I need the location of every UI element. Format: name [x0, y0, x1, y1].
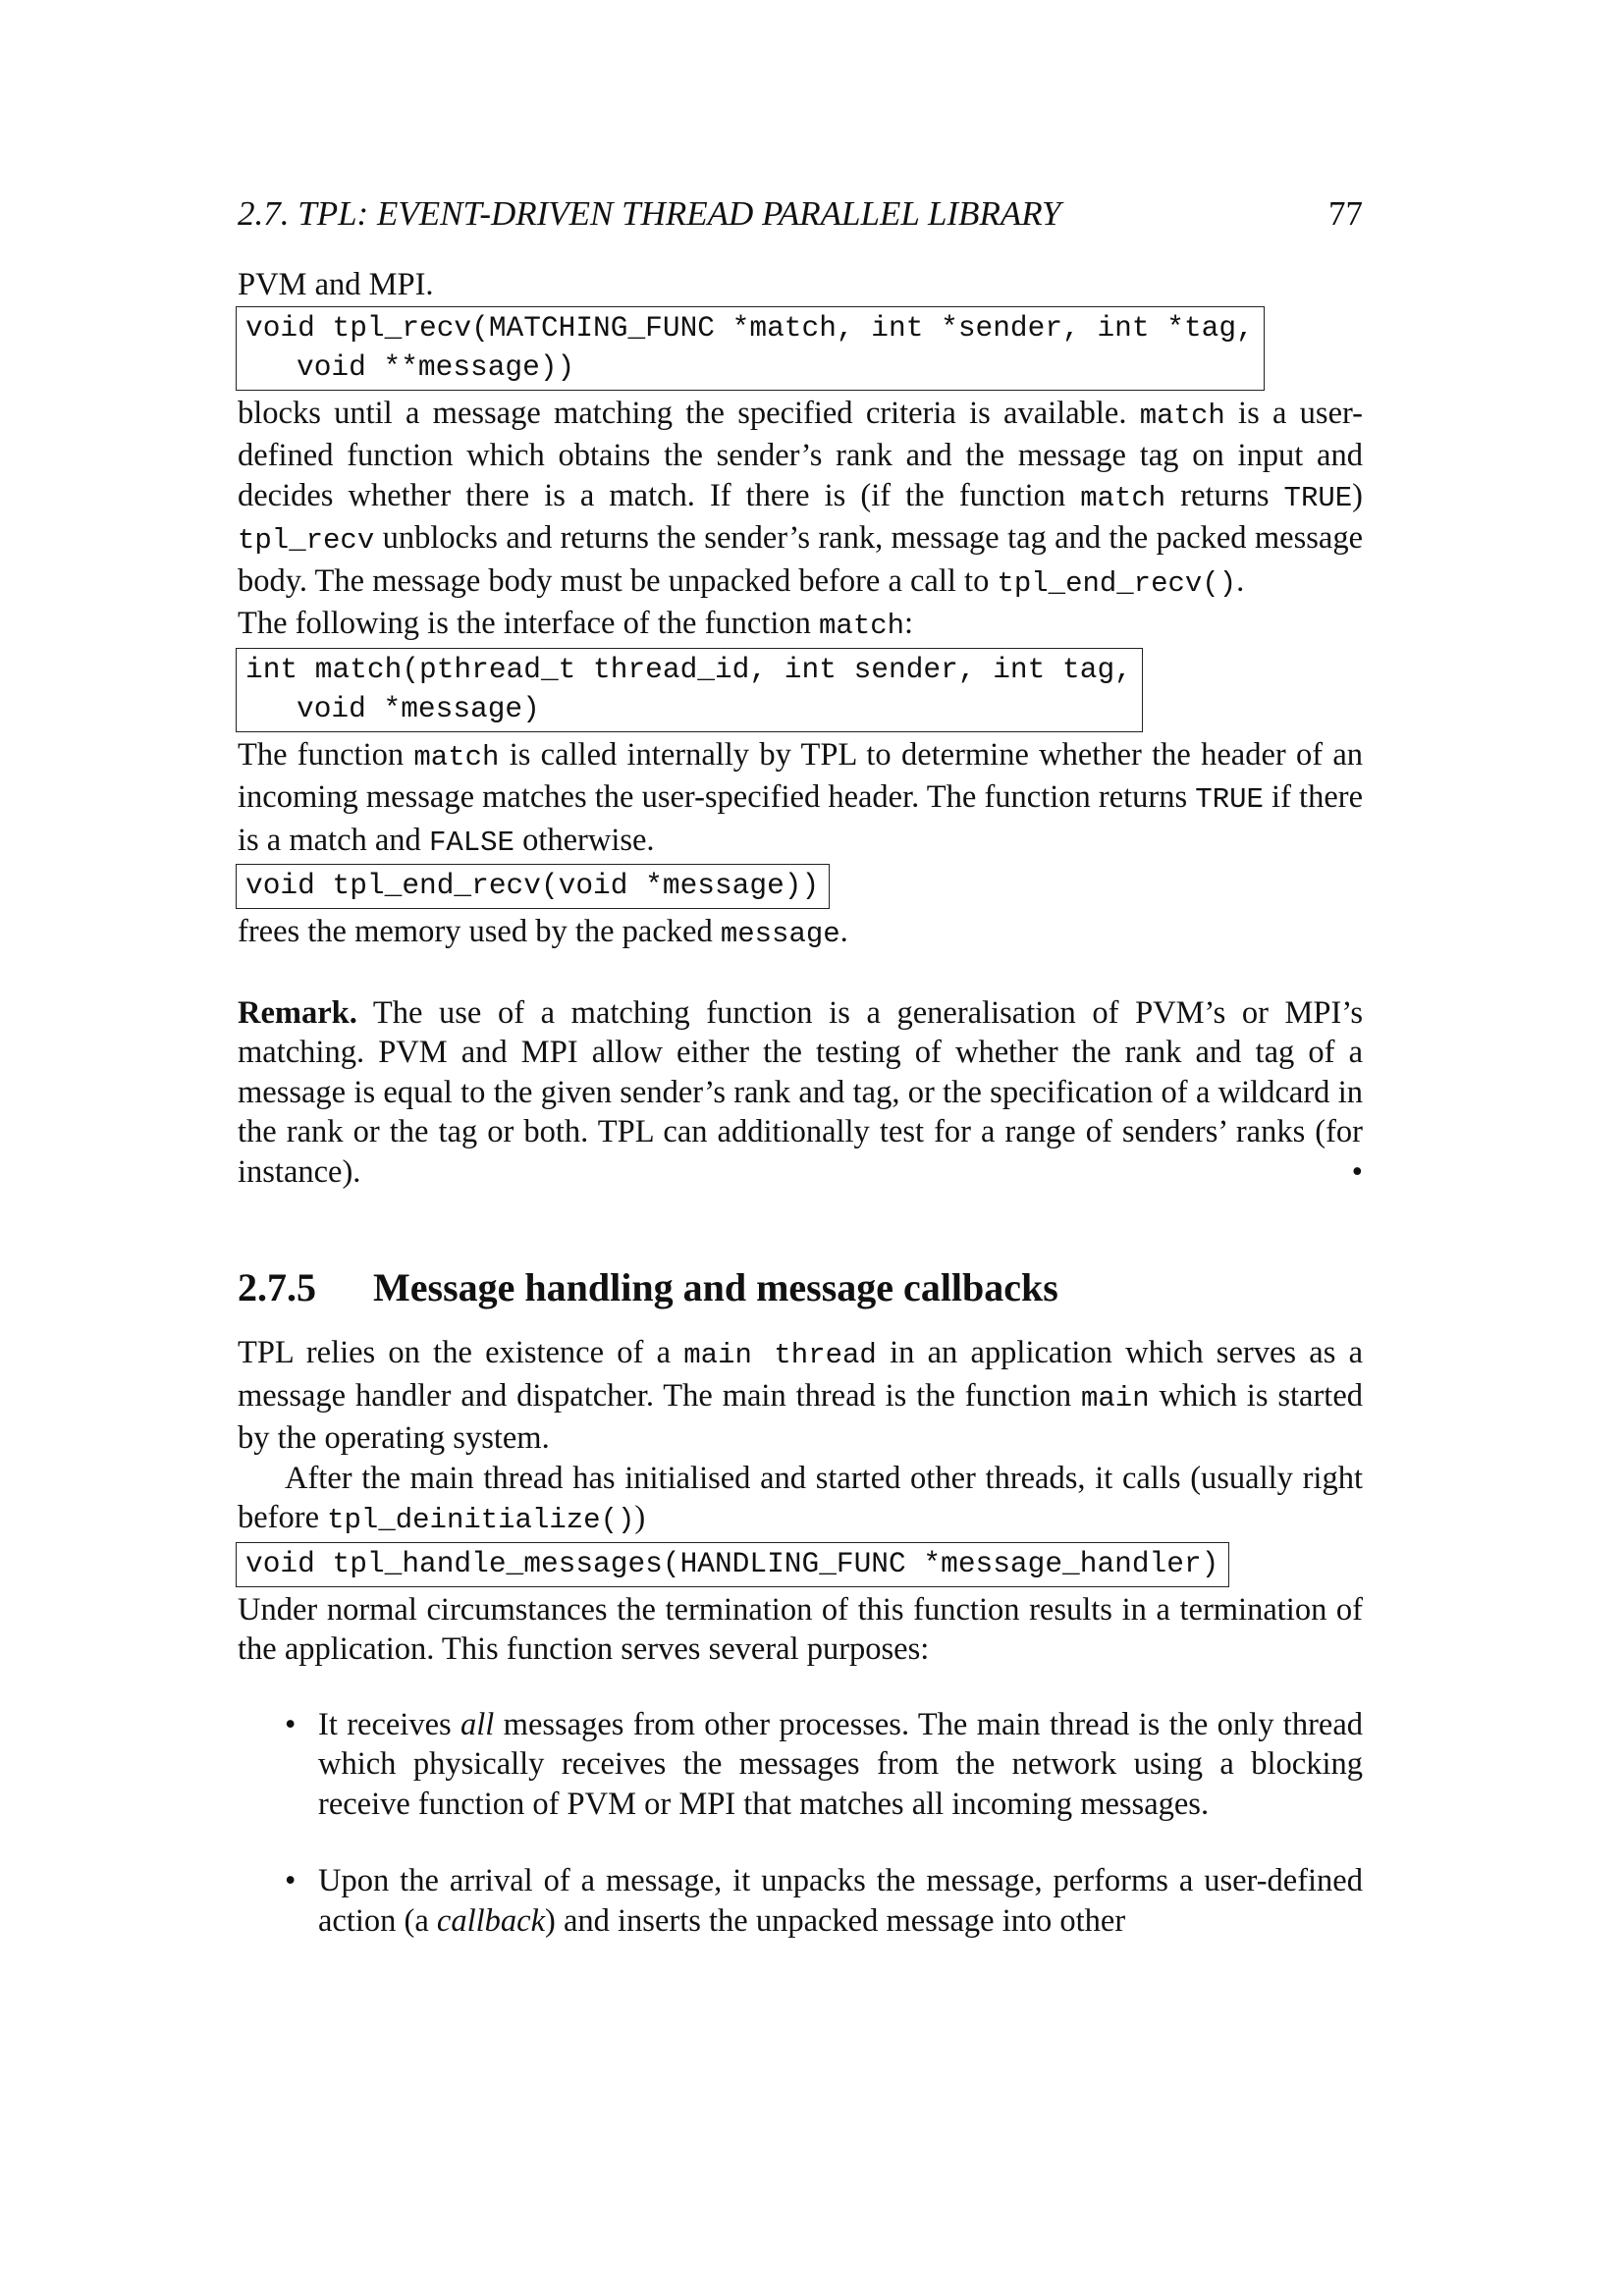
text-block	[238, 192, 1363, 1978]
signature-box-tpl-recv	[236, 306, 1265, 391]
text-run: TPL relies on the existence of a	[238, 1335, 684, 1370]
signature-box-tpl-end-recv	[236, 864, 830, 909]
emphasis-text: all	[460, 1706, 495, 1742]
list-item	[238, 1861, 1363, 1941]
bullet-marker: •	[285, 1863, 297, 1898]
text-run: The function	[238, 736, 414, 773]
text-run: is called internally by TPL to determine whether the header of an incoming message matches the user-specified header. The function returns	[238, 736, 1363, 815]
inline-code: tpl_end_recv()	[997, 566, 1237, 600]
text-run: It receives	[318, 1706, 460, 1742]
text-run: Upon the arrival of a message, it unpacks the message, performs a user-defined action (a	[318, 1863, 1363, 1939]
list-item	[238, 1705, 1363, 1825]
purposes-list	[238, 1705, 1363, 1942]
match-description	[238, 735, 1363, 864]
text-run: .	[1236, 562, 1245, 599]
inline-code: TRUE	[1195, 783, 1264, 816]
remark-label: Remark.	[238, 994, 357, 1031]
inline-code: match	[1080, 481, 1166, 514]
signature-line: void tpl_recv(MATCHING_FUNC *match, int *sender, int *tag,	[245, 310, 1254, 345]
signature-line: void *message)	[297, 691, 540, 725]
section-paragraph-1	[238, 1333, 1363, 1459]
text-run: if there is a match and	[238, 779, 1363, 858]
text-run: The following is the interface of the function	[238, 606, 820, 641]
signature-line: void **message))	[297, 349, 575, 384]
spacer	[238, 955, 1363, 993]
inline-code: message	[720, 918, 840, 950]
section-number: 2.7.5	[238, 1265, 316, 1309]
page-number: 77	[1328, 194, 1363, 233]
inline-code: match	[819, 610, 905, 642]
intro-line: PVM and MPI.	[238, 267, 434, 302]
handle-messages-description: Under normal circumstances the termination of this function results in a termination of the application. This function serves several purposes:	[238, 1591, 1363, 1667]
running-header	[238, 192, 1363, 236]
remark-end-mark: •	[1351, 1153, 1363, 1190]
text-run: otherwise.	[514, 822, 655, 858]
end-recv-description	[238, 912, 1363, 955]
text-run: blocks until a message matching the specified criteria is available.	[238, 395, 1140, 431]
signature-line: void tpl_end_recv(void *message))	[245, 869, 820, 902]
emphasis-text: callback	[436, 1902, 546, 1939]
section-paragraph-2	[238, 1459, 1363, 1541]
signature-line: void tpl_handle_messages(HANDLING_FUNC *message_handler)	[245, 1546, 1219, 1580]
remark-text: The use of a matching function is a generalisation of PVM’s or MPI’s matching. PVM and MPI allow either the testing of whether the rank and tag of a message is equal to the given sender’s rank and tag, or the specification of a wildcard in the rank or the tag or both. TPL can additionally test for a range of senders’ ranks (for instance).	[238, 994, 1363, 1190]
text-run: )	[634, 1500, 646, 1535]
running-header-title: 2.7. TPL: EVENT-DRIVEN THREAD PARALLEL LIBRARY	[238, 194, 1061, 233]
inline-code: match	[1139, 399, 1225, 432]
remark-paragraph	[238, 993, 1363, 1193]
inline-code: TRUE	[1283, 481, 1353, 514]
text-run: :	[904, 606, 914, 641]
text-run: is a user-defined function which obtains the sender’s rank and the message tag on input and decides whether there is a match. If there is (if the function	[238, 395, 1364, 513]
tpl-recv-description	[238, 394, 1363, 605]
text-run: After the main thread has initialised and started other threads, it calls (usually right before	[238, 1460, 1363, 1535]
bullet-marker: •	[285, 1706, 297, 1742]
inline-code: tpl_deinitialize()	[327, 1504, 635, 1536]
text-run: )	[1352, 477, 1363, 513]
section-heading	[238, 1264, 1363, 1311]
inline-code: tpl_recv	[238, 524, 375, 557]
text-run: returns	[1165, 477, 1284, 513]
inline-code: main	[1081, 1381, 1150, 1415]
inline-code: FALSE	[428, 826, 514, 859]
section-title: Message handling and message callbacks	[373, 1265, 1058, 1309]
text-run: frees the memory used by the packed	[238, 914, 721, 949]
inline-code: match	[413, 740, 500, 774]
signature-box-match	[236, 648, 1143, 732]
signature-box-tpl-handle-messages	[236, 1542, 1229, 1587]
text-run: unblocks and returns the sender’s rank, message tag and the packed message body. The message body must be unpacked before a call to	[238, 520, 1363, 599]
text-run: in an application which serves as a message handler and dispatcher. The main thread is the function	[238, 1335, 1364, 1414]
inline-code: main thread	[683, 1339, 877, 1371]
match-intro	[238, 604, 1363, 647]
text-run: .	[839, 914, 848, 949]
text-run: ) and inserts the unpacked message into other	[545, 1902, 1126, 1939]
signature-line: int match(pthread_t thread_id, int sender, int tag,	[245, 652, 1132, 686]
text-run: which is started by the operating system.	[238, 1377, 1364, 1456]
text-run: messages from other processes. The main thread is the only thread which physically receives the messages from the network using a blocking receive function of PVM or MPI that matches all incoming messages.	[318, 1706, 1363, 1822]
